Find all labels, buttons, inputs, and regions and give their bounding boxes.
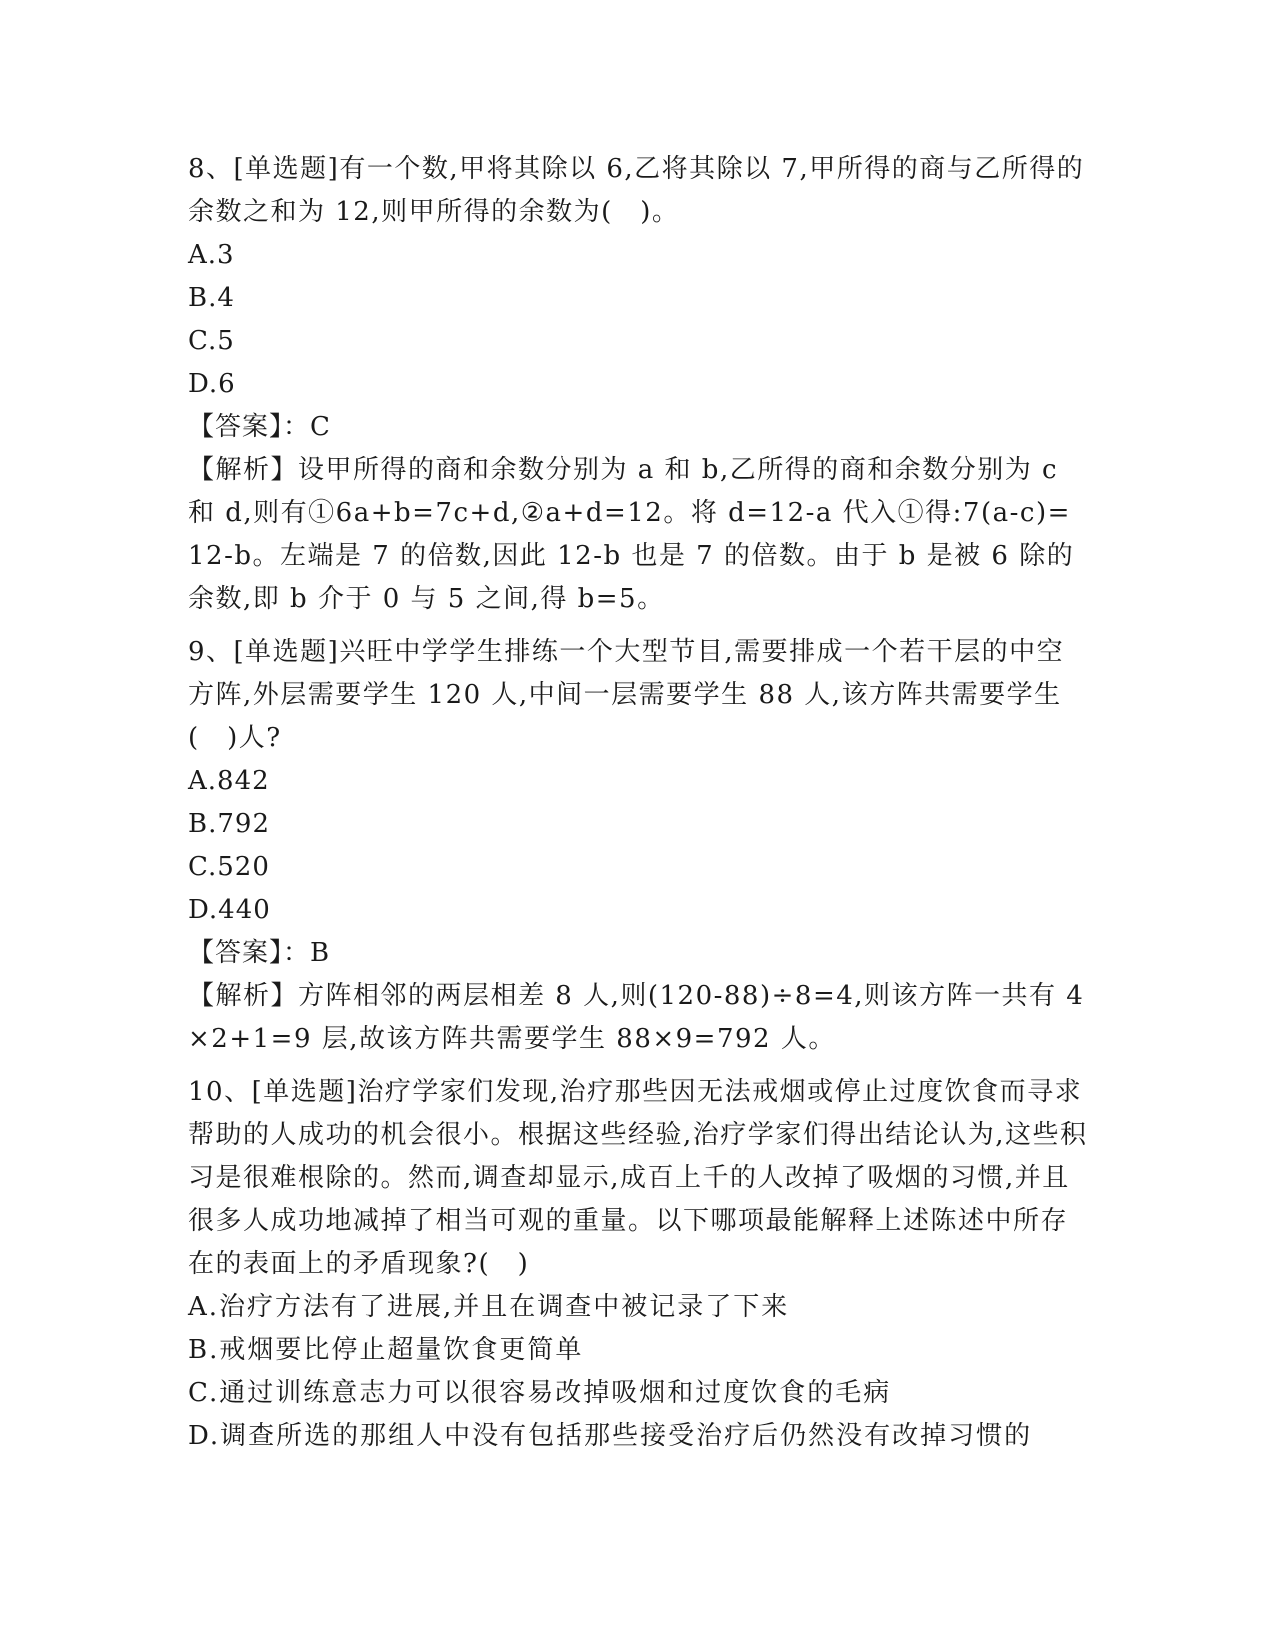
question-stem: 8、[单选题]有一个数,甲将其除以 6,乙将其除以 7,甲所得的商与乙所得的余数之和为 12,则甲所得的余数为( )。 (188, 154, 1085, 227)
option-c: C.520 (188, 852, 270, 882)
option-c: C.通过训练意志力可以很容易改掉吸烟和过度饮食的毛病 (188, 1378, 892, 1408)
analysis-text: 【解析】设甲所得的商和余数分别为 a 和 b,乙所得的商和余数分别为 c 和 d,则有①6a+b=7c+d,②a+d=12。将 d=12-a 代入①得:7(a-c)=12-b。左端是 7 的倍数,因此 12-b 也是 7 的倍数。由于 b 是被 6 除的余数,即 b 介于 0 与 5 之间,得 b=5。 (188, 455, 1075, 614)
question-stem: 9、[单选题]兴旺中学学生排练一个大型节目,需要排成一个若干层的中空方阵,外层需要学生 120 人,中间一层需要学生 88 人,该方阵共需要学生( )人? (188, 637, 1065, 753)
question-8 (188, 148, 1088, 621)
answer-line: 【答案】：B (188, 938, 331, 968)
analysis-text: 【解析】方阵相邻的两层相差 8 人,则(120-88)÷8=4,则该方阵一共有 4×2+1=9 层,故该方阵共需要学生 88×9=792 人。 (188, 981, 1085, 1054)
option-b: B.792 (188, 809, 270, 839)
question-10 (188, 1071, 1088, 1458)
question-spacer (188, 621, 1088, 631)
document-page (188, 148, 1088, 1458)
option-a: A.治疗方法有了进展,并且在调查中被记录了下来 (188, 1292, 790, 1322)
option-c: C.5 (188, 326, 235, 356)
question-spacer (188, 1061, 1088, 1071)
option-d: D.6 (188, 369, 236, 399)
option-b: B.戒烟要比停止超量饮食更简单 (188, 1335, 584, 1365)
option-a: A.3 (188, 240, 235, 270)
option-d: D.440 (188, 895, 271, 925)
answer-line: 【答案】：C (188, 412, 331, 442)
question-9 (188, 631, 1088, 1061)
question-stem: 10、[单选题]治疗学家们发现,治疗那些因无法戒烟或停止过度饮食而寻求帮助的人成功的机会很小。根据这些经验,治疗学家们得出结论认为,这些积习是很难根除的。然而,调查却显示,成百上千的人改掉了吸烟的习惯,并且很多人成功地减掉了相当可观的重量。以下哪项最能解释上述陈述中所存在的表面上的矛盾现象?( ) (188, 1077, 1088, 1279)
option-a: A.842 (188, 766, 270, 796)
option-b: B.4 (188, 283, 235, 313)
option-d: D.调查所选的那组人中没有包括那些接受治疗后仍然没有改掉习惯的 (188, 1421, 1033, 1451)
